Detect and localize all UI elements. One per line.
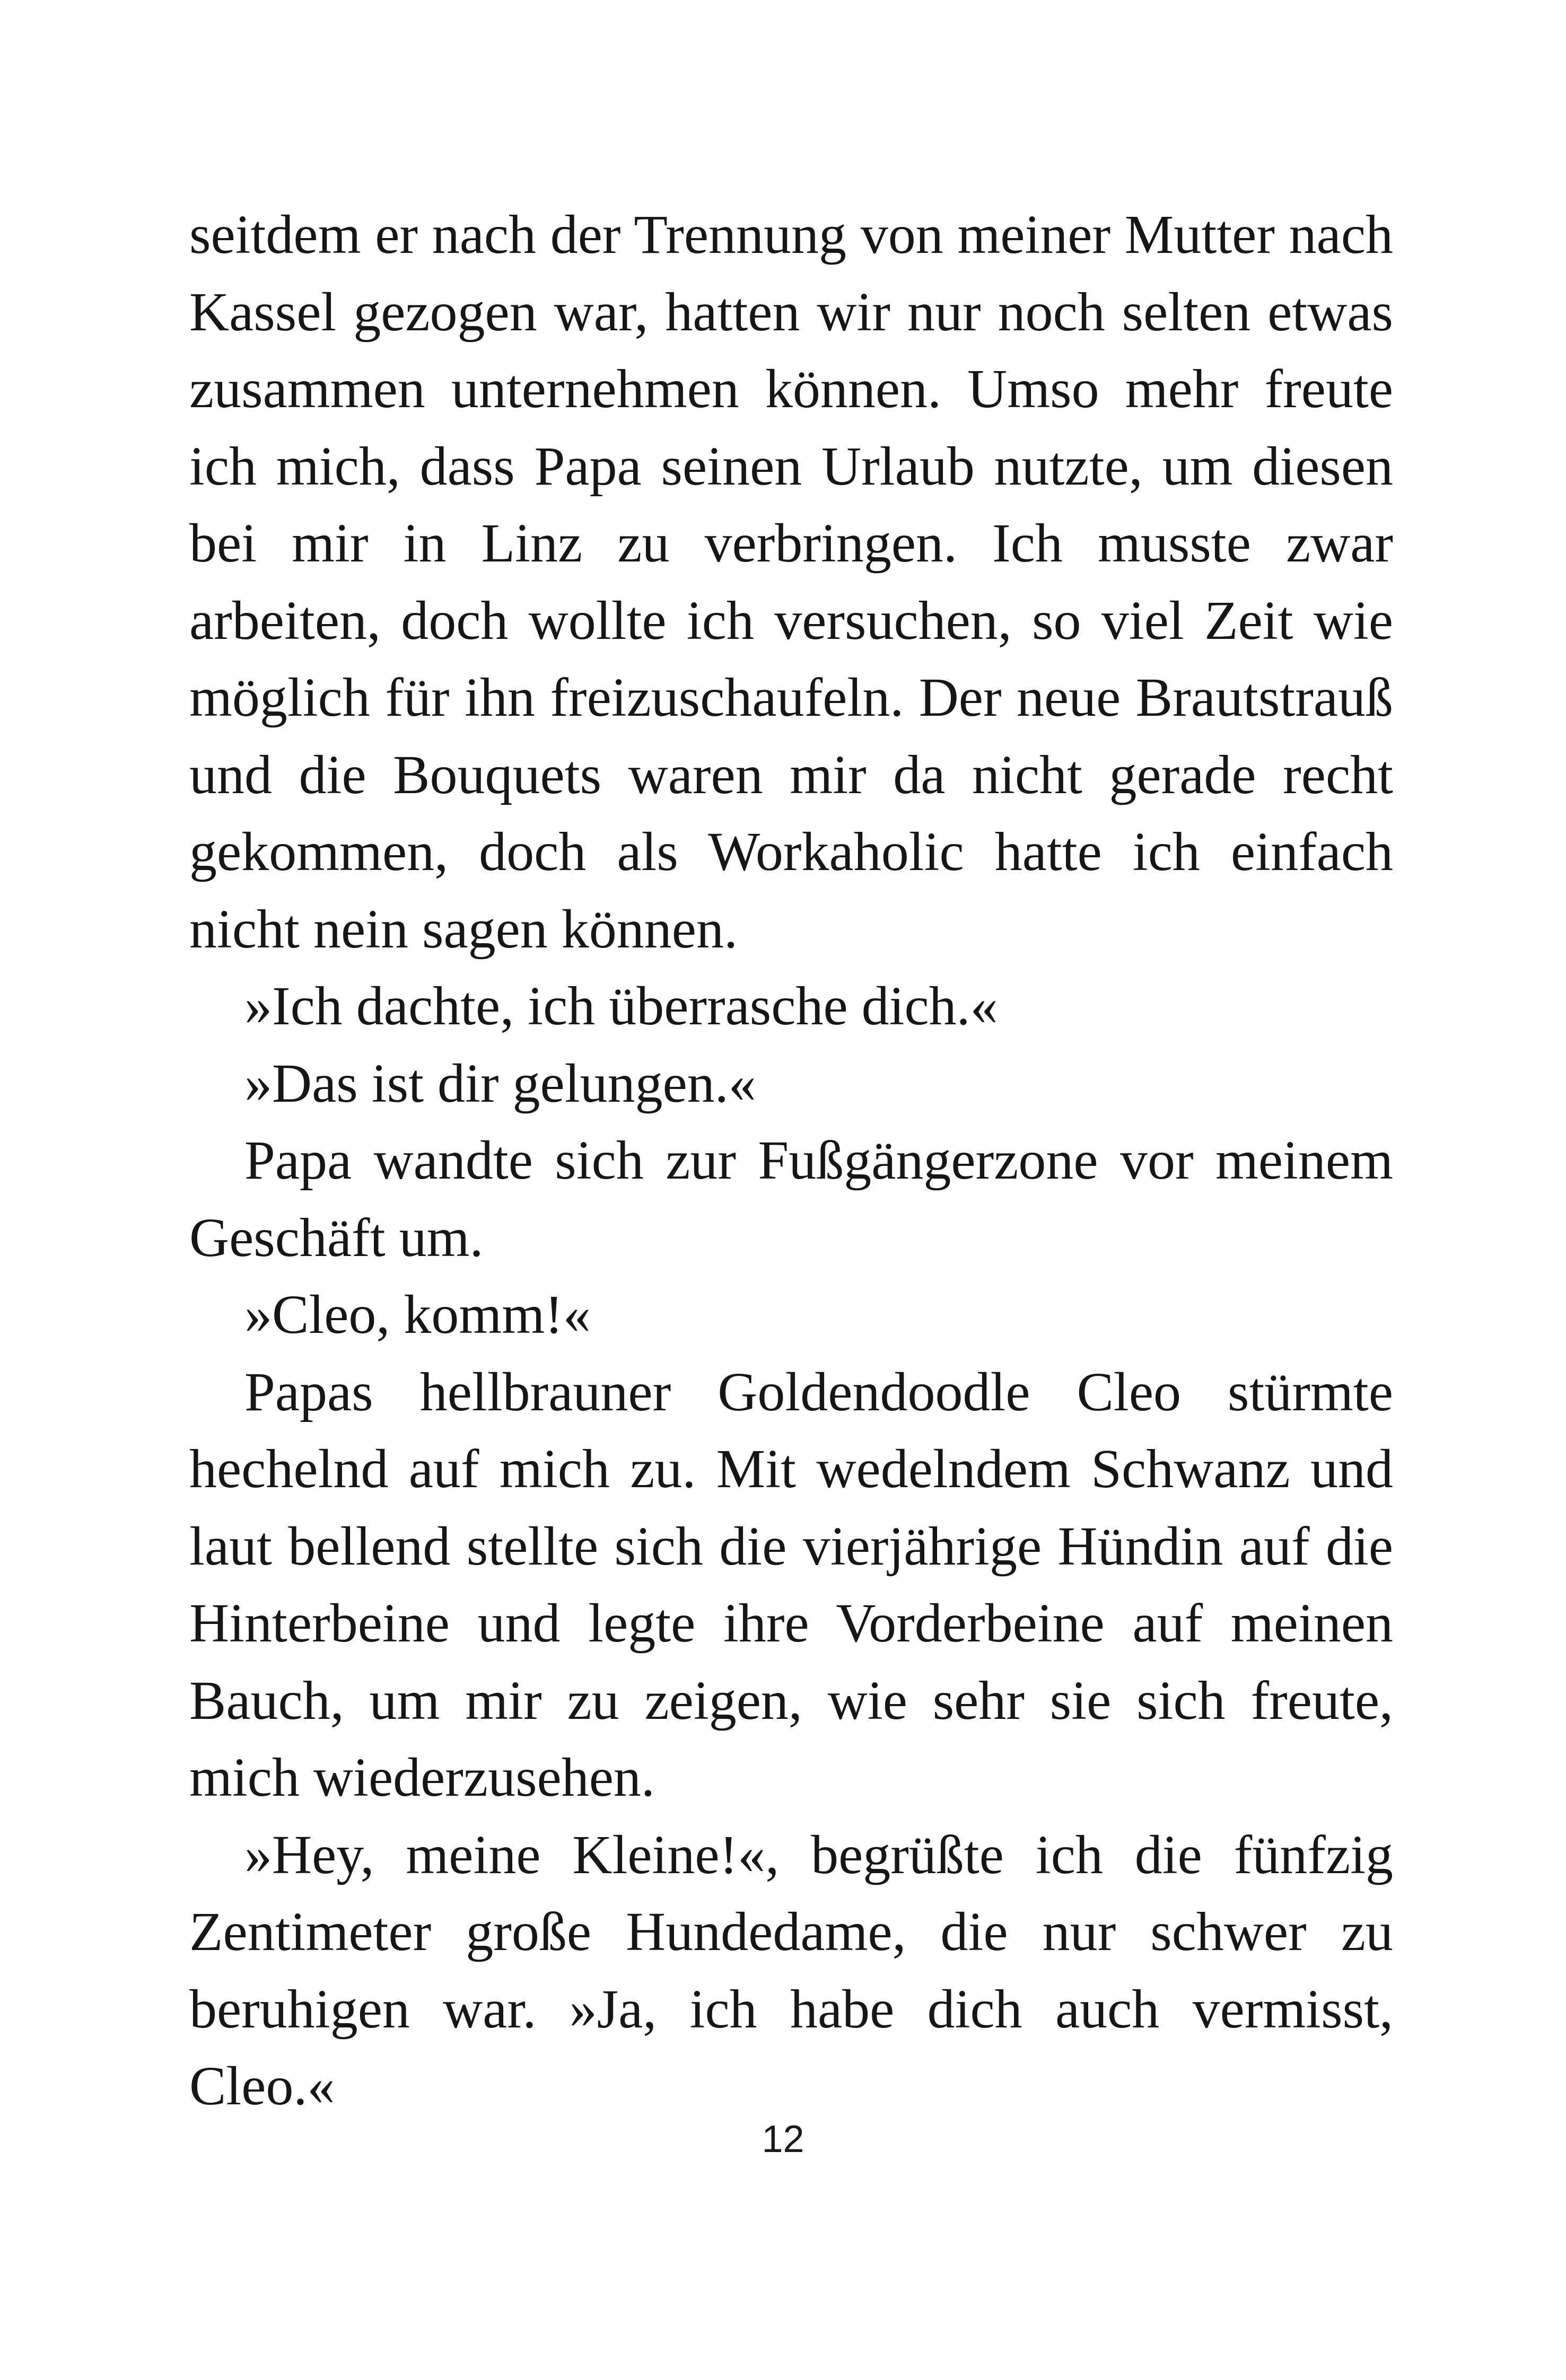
- paragraph-dialogue: »Cleo, komm!«: [244, 1284, 591, 1345]
- page-number: 12: [762, 2118, 804, 2161]
- paragraph-dialogue: »Ich dachte, ich überrasche dich.«: [244, 976, 998, 1037]
- paragraph: Papa wandte sich zur Fußgängerzone vor meinem Geschäft um.: [189, 1130, 1393, 1268]
- paragraph-dialogue: »Hey, meine Kleine!«, begrüßte ich die fünfzig Zentimeter große Hundedame, die nur schwer zu beruhigen war. »Ja, ich habe dich auch vermisst, Cleo.«: [189, 1824, 1393, 2116]
- paragraph: Papas hellbrauner Goldendoodle Cleo stürmte hechelnd auf mich zu. Mit wedelndem Schwanz und laut bellend stellte sich die vierjährige Hündin auf die Hinterbeine und legte ihre Vorderbeine auf meinen Bauch, um mir zu zeigen, wie sehr sie sich freute, mich wiederzusehen.: [189, 1361, 1393, 1808]
- body-text: [189, 196, 1393, 2125]
- paragraph-continuation: seitdem er nach der Trennung von meiner Mutter nach Kassel gezogen war, hatten wir nur noch selten etwas zusammen unternehmen können. Umso mehr freute ich mich, dass Papa seinen Urlaub nutzte, um diesen bei mir in Linz zu verbringen. Ich musste zwar arbeiten, doch wollte ich versuchen, so viel Zeit wie möglich für ihn freizuschaufeln. Der neue Brautstrauß und die Bouquets waren mir da nicht gerade recht gekommen, doch als Workaholic hatte ich einfach nicht nein sagen können.: [189, 204, 1393, 960]
- paragraph-dialogue: »Das ist dir gelungen.«: [244, 1052, 756, 1114]
